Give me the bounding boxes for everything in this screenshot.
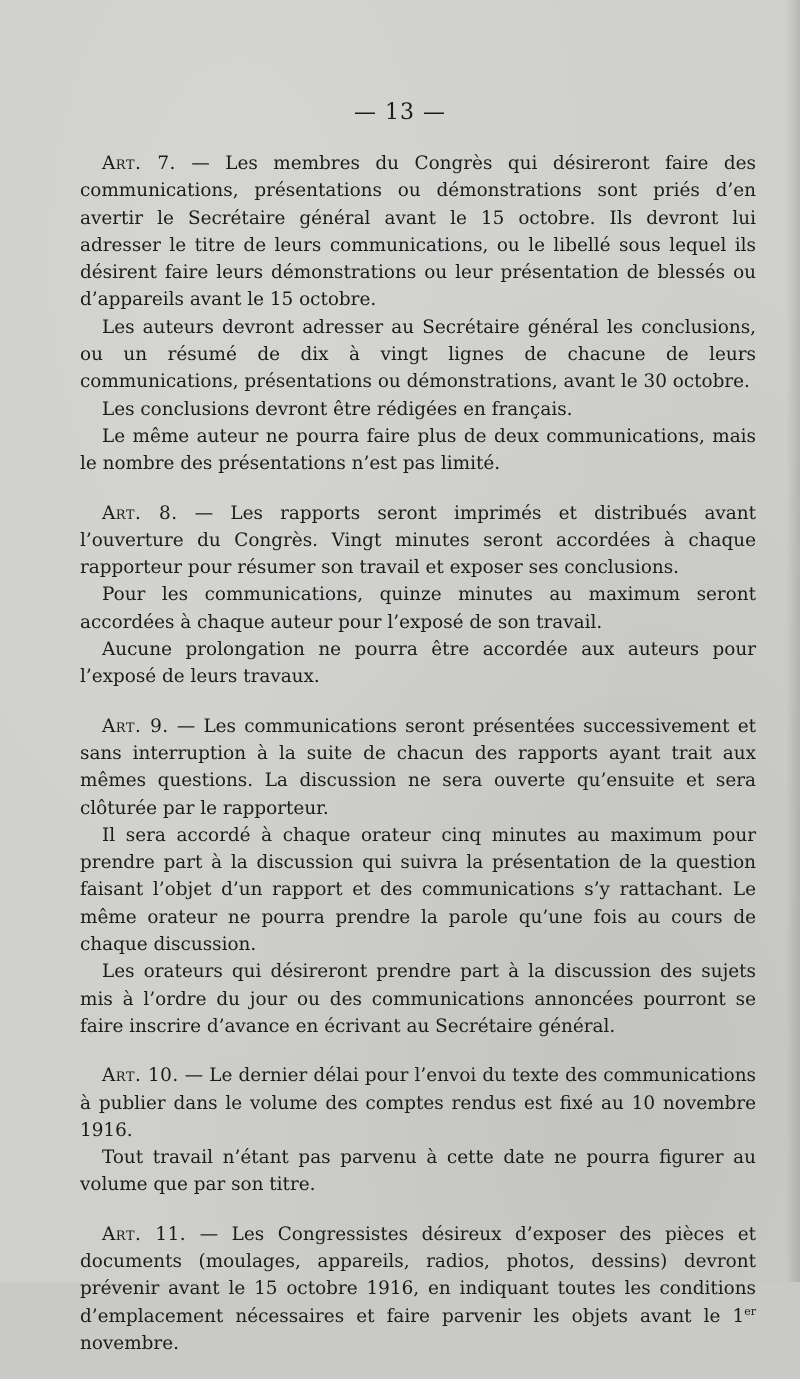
article-8-paragraph-3: Aucune prolongation ne pourra être accordée aux auteurs pour l’exposé de leurs travaux. — [80, 639, 756, 688]
article-11 — [80, 1221, 756, 1357]
article-text-tail: novembre. — [80, 1332, 179, 1354]
article-text: — Le dernier délai pour l’envoi du texte des communications à publier dans le volume des comptes rendus est fixé au 10 novembre 1916. — [80, 1065, 756, 1141]
article-label: Art. 11. — [102, 1223, 187, 1245]
article-label: Art. 7. — [102, 153, 176, 174]
article-8 — [80, 500, 756, 691]
article-11-paragraph-1 — [80, 1221, 756, 1357]
article-label: Art. 9. — [102, 715, 169, 737]
article-text: — Les communications seront présentées successivement et sans interruption à la suite de chacun des rapports ayant trait aux mêmes questions. La discussion ne sera ouverte qu’ensuite et sera clôturée par le rapporteur. — [80, 715, 757, 819]
page-number: — 13 — — [354, 100, 446, 125]
article-9-paragraph-2: Il sera accordé à chaque orateur cinq minutes au maximum pour prendre part à la discussion qui suivra la présentation de la question faisant l’objet d’un rapport et des communications s’y rattachant. Le même orateur ne pourra prendre la parole qu’une fois au cours de chaque discussion. — [80, 824, 756, 956]
article-9 — [80, 713, 756, 1041]
article-8-paragraph-1 — [80, 500, 756, 582]
article-label: Art. 8. — [102, 502, 178, 524]
article-text: — Les Congressistes désireux d’exposer des pièces et documents (moulages, appareils, radios, photos, dessins) devront prévenir avant le 15 octobre 1916, en indiquant toutes les conditions d’emplacement nécessaires et faire parvenir les objets avant le 1 — [80, 1223, 756, 1327]
article-text: — Les rapports seront imprimés et distribués avant l’ouverture du Congrès. Vingt minutes seront accordées à chaque rapporteur pour résumer son travail et exposer ses conclusions. — [80, 502, 756, 579]
article-8-paragraph-2: Pour les communications, quinze minutes au maximum seront accordées à chaque auteur pour l’exposé de son travail. — [80, 584, 756, 633]
article-text: — Les membres du Congrès qui désireront faire des communications, présentations ou démonstrations sont priés d’en avertir le Secrétaire général avant le 15 octobre. Ils devront lui adresser le titre de leurs communications, ou le libellé sous lequel ils désirent faire leurs démonstrations ou leur présentation de blessés ou d’appareils avant le 15 octobre. — [80, 153, 756, 311]
ordinal-superscript: er — [744, 1304, 756, 1318]
article-7-paragraph-4: Le même auteur ne pourra faire plus de deux communications, mais le nombre des présentations n’est pas limité. — [80, 425, 756, 475]
article-9-paragraph-1 — [80, 713, 756, 822]
article-9-paragraph-3: Les orateurs qui désireront prendre part à la discussion des sujets mis à l’ordre du jour ou des communications annoncées pourront se faire inscrire d’avance en écrivant au Secrétaire général. — [80, 961, 756, 1037]
article-7 — [80, 150, 756, 478]
article-label: Art. 10. — [102, 1065, 179, 1087]
article-10-paragraph-2: Tout travail n’étant pas parvenu à cette date ne pourra figurer au volume que par son titre. — [80, 1147, 756, 1196]
article-10 — [80, 1062, 756, 1198]
article-7-paragraph-2: Les auteurs devront adresser au Secrétaire général les conclusions, ou un résumé de dix à vingt lignes de chacune de leurs communications, présentations ou démonstrations, avant le 30 octobre. — [80, 316, 756, 393]
article-7-paragraph-1 — [80, 150, 756, 314]
page-edge-shadow — [786, 0, 800, 1282]
article-7-paragraph-3: Les conclusions devront être rédigées en français. — [102, 398, 573, 420]
article-10-paragraph-1 — [80, 1062, 756, 1144]
regulations-body — [80, 150, 756, 1379]
